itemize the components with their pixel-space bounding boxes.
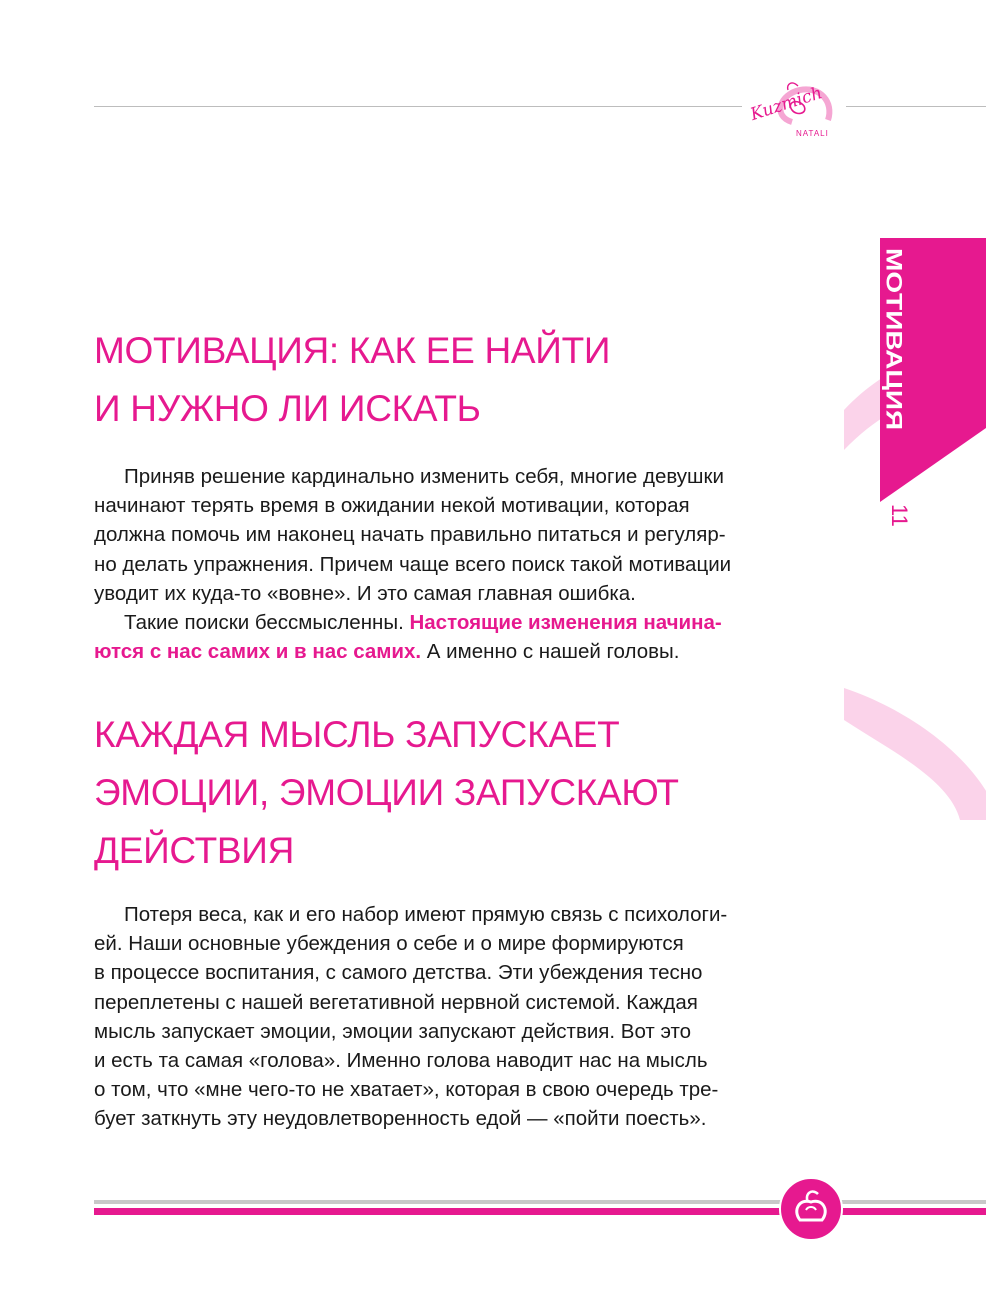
section-2-paragraph — [94, 900, 834, 1134]
header-rule-right — [846, 106, 986, 107]
text-line: уводит их куда-то «вовне». И это самая главная ошибка. — [94, 581, 636, 605]
text-plain: Такие поиски бессмысленны. — [124, 611, 410, 635]
logo-name: Kuzmich — [748, 83, 825, 126]
section-1-heading-line: И НУЖНО ЛИ ИСКАТЬ — [94, 388, 481, 429]
section-2-heading-line: ЭМОЦИИ, ЭМОЦИИ ЗАПУСКАЮТ — [94, 772, 679, 813]
text-line: ей. Наши основные убеждения о себе и о мире формируются — [94, 932, 684, 956]
text-line: о том, что «мне чего-то не хватает», которая в свою очередь тре- — [94, 1078, 719, 1102]
text-line: и есть та самая «голова». Именно голова наводит нас на мысль — [94, 1049, 708, 1073]
text-line — [94, 608, 834, 637]
section-1-paragraph — [94, 462, 834, 666]
text-line: должна помочь им наконец начать правильно питаться и регуляр- — [94, 523, 726, 547]
text-line: начинают терять время в ожидании некой мотивации, которая — [94, 494, 690, 518]
text-line: но делать упражнения. Причем чаще всего поиск такой мотивации — [94, 552, 732, 576]
highlight-text: ются с нас самих и в нас самих. — [94, 640, 422, 664]
footer-logo-icon — [778, 1176, 844, 1242]
logo-subname: NATALI — [796, 129, 829, 138]
text-line: Потеря веса, как и его набор имеют прямую связь с психологи- — [124, 903, 728, 926]
footer-rule-pink — [94, 1208, 986, 1215]
page-number: 11 — [887, 504, 912, 527]
text-line: бует заткнуть эту неудовлетворенность едой — «пойти поесть». — [94, 1107, 707, 1131]
text-line — [94, 637, 834, 666]
text-line: в процессе воспитания, с самого детства. Эти убеждения тесно — [94, 961, 703, 985]
text-line: мысль запускает эмоции, эмоции запускают действия. Вот это — [94, 1019, 692, 1043]
highlight-text: Настоящие изменения начина- — [409, 611, 722, 635]
footer-rule-gray — [94, 1200, 986, 1204]
section-2-heading-line: КАЖДАЯ МЫСЛЬ ЗАПУСКАЕТ — [94, 714, 620, 755]
text-plain: А именно с нашей головы. — [421, 640, 680, 664]
section-tab-label: МОТИВАЦИЯ — [881, 248, 907, 431]
section-2-heading — [94, 706, 679, 880]
section-2-heading-line: ДЕЙСТВИЯ — [94, 830, 295, 871]
section-1-heading-line: МОТИВАЦИЯ: КАК ЕЕ НАЙТИ — [94, 330, 611, 371]
text-line: переплетены с нашей вегетативной нервной системой. Каждая — [94, 990, 698, 1014]
section-1-heading — [94, 322, 610, 438]
header-rule-left — [94, 106, 742, 107]
text-line: Приняв решение кардинально изменить себя, многие девушки — [124, 465, 724, 488]
